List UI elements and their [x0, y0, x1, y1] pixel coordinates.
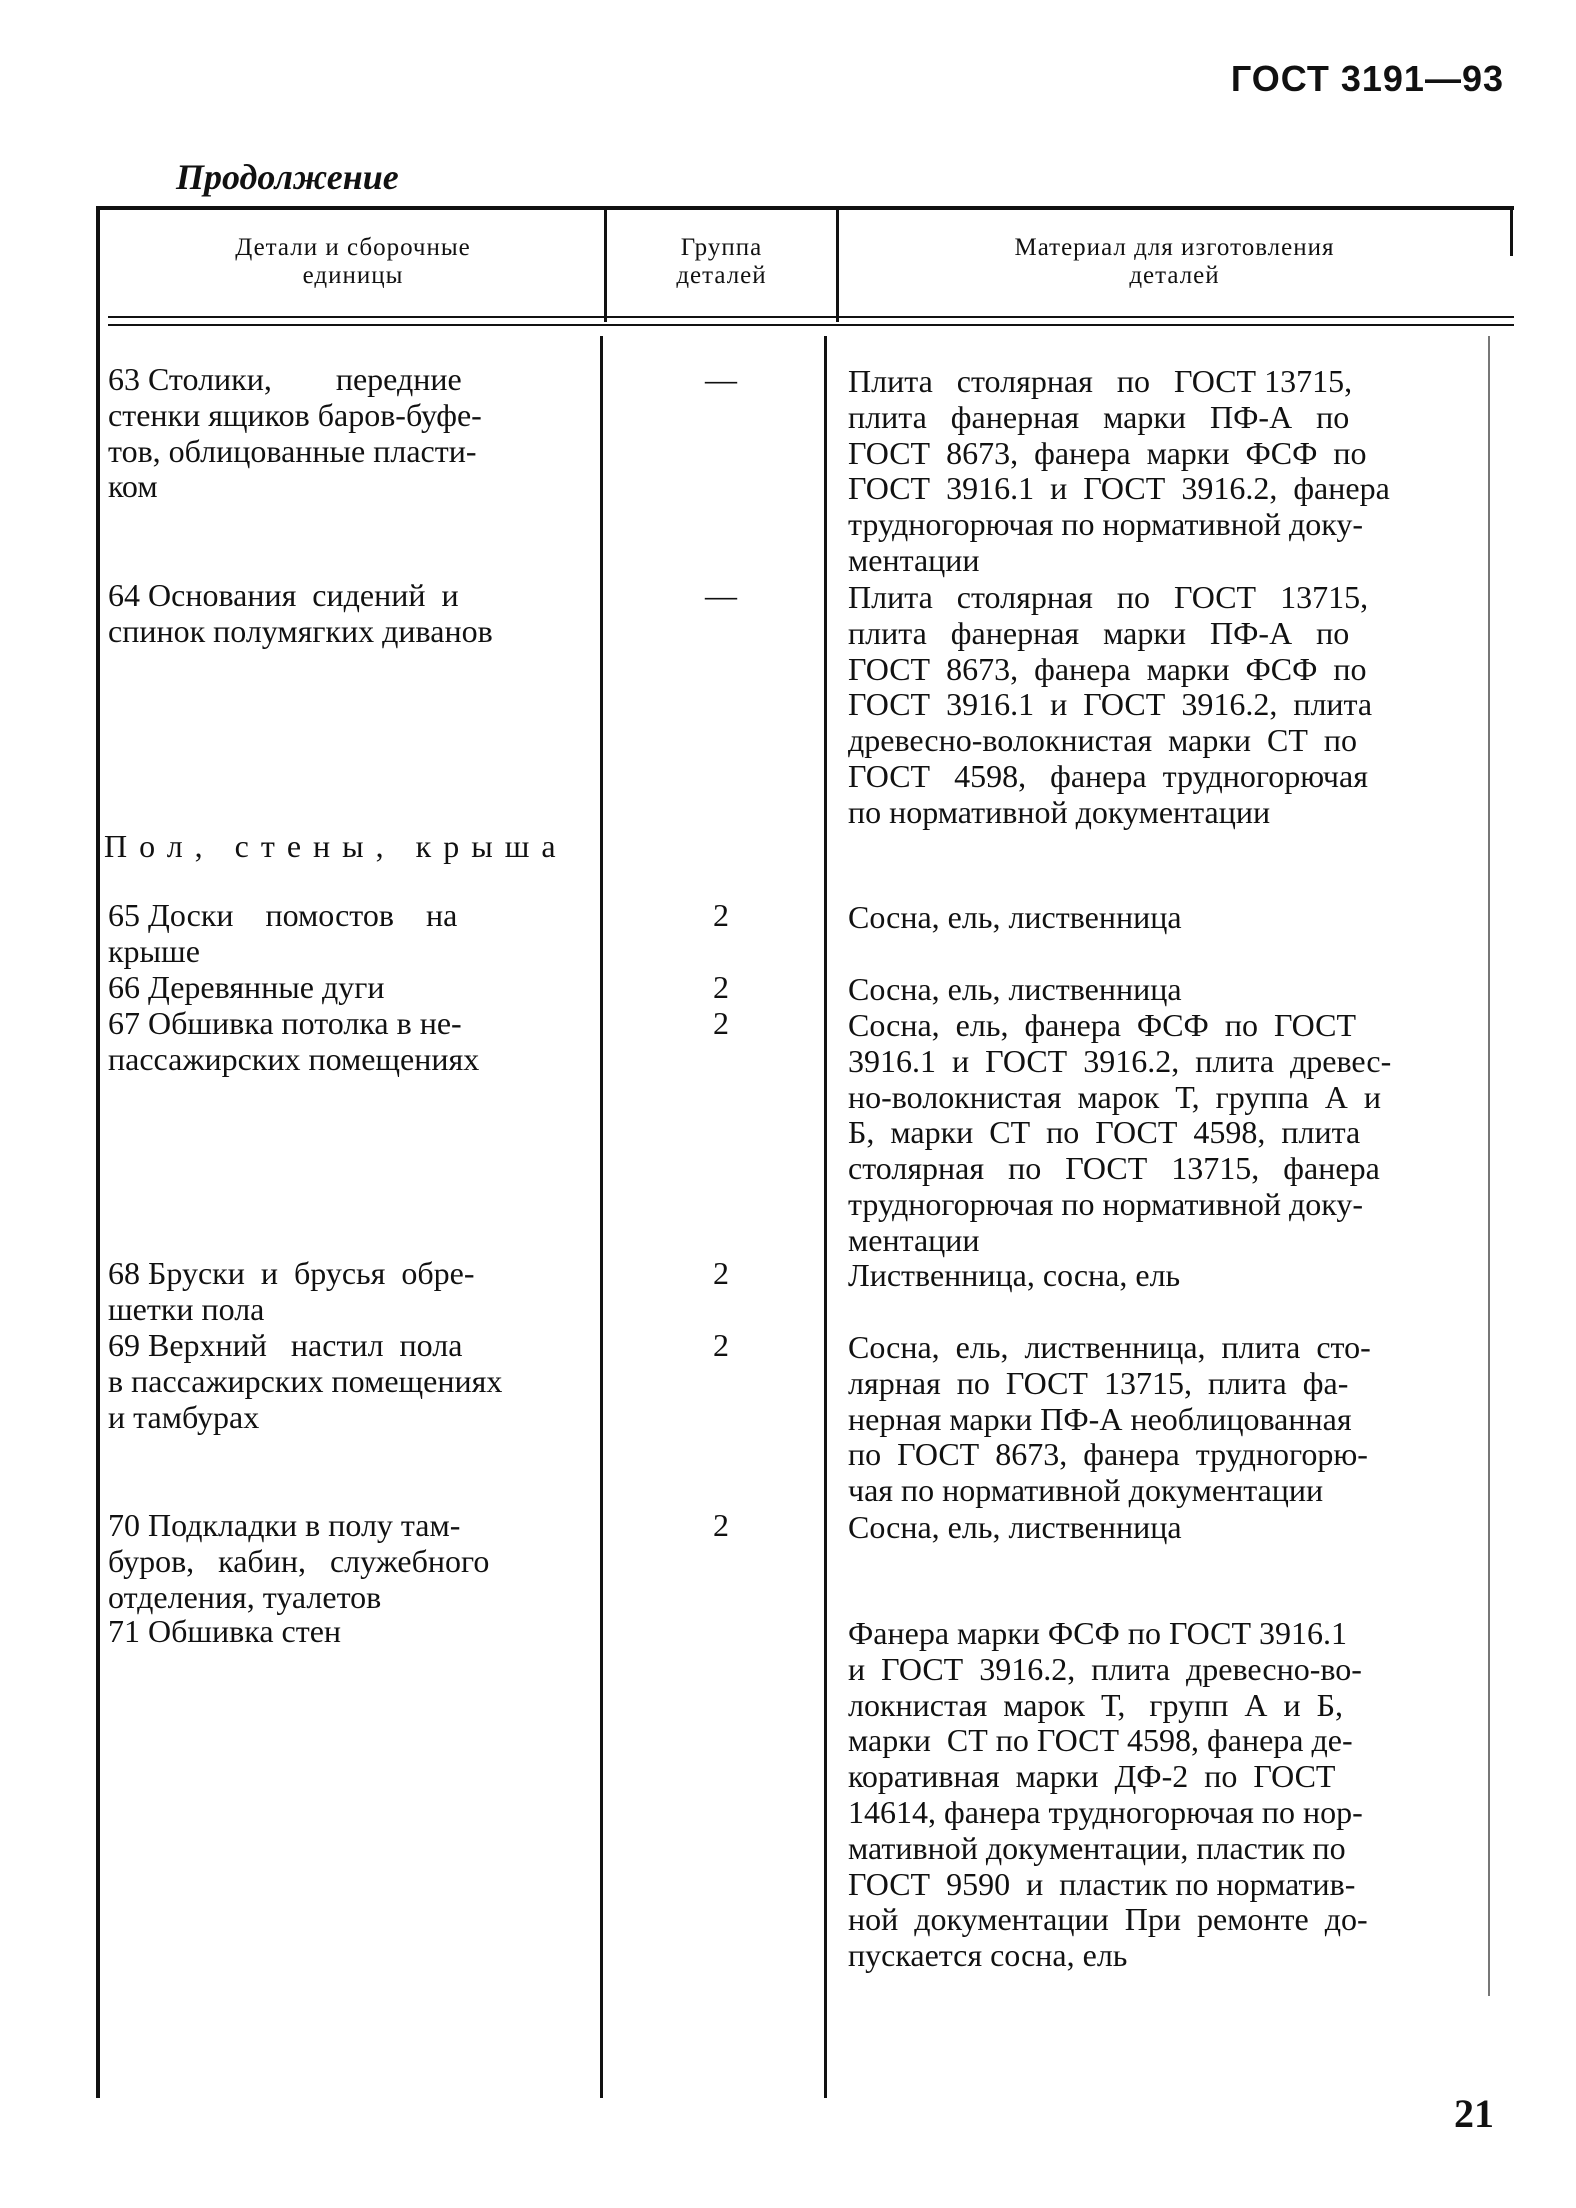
table-row-70-material: Сосна, ель, лиственница: [848, 1509, 1182, 1545]
table-row-69-material: Сосна, ель, лиственница, плита сто- лярная по ГОСТ 13715, плита фа- нерная марки ПФ-А необлицованная по ГОСТ 8673, фанера трудногорю- чая по нормативной документации: [848, 1329, 1371, 1509]
page-number: 21: [1454, 2091, 1494, 2136]
table-row-65-material: Сосна, ель, лиственница: [848, 899, 1182, 935]
table-row-70-group: 2: [713, 1507, 729, 1543]
column-divider-1-body: [600, 336, 603, 2098]
table-row-63-part: 63 Столики, передние стенки ящиков баров-буфе- тов, облицованные пласти- ком: [108, 361, 482, 505]
table-right-border-body: [1488, 336, 1490, 1996]
table-row-67-material: Сосна, ель, фанера ФСФ по ГОСТ 3916.1 и ГОСТ 3916.2, плита древес- но-волокнистая марок Т, группа А и Б, марки СТ по ГОСТ 4598, плита столярная по ГОСТ 13715, фанера трудногорючая по нормативной доку- ментации: [848, 1007, 1392, 1258]
table-row-65-group: 2: [713, 897, 729, 933]
table-row-69-part: 69 Верхний настил пола в пассажирских помещениях и тамбурах: [108, 1327, 503, 1435]
table-row-67-group: 2: [713, 1005, 729, 1041]
table-row-69-group: 2: [713, 1327, 729, 1363]
column-header-parts: Детали и сборочные единицы: [235, 234, 471, 289]
table-top-rule: [96, 206, 1514, 210]
header-bottom-rule-2: [108, 324, 1514, 326]
table-left-border: [96, 206, 100, 2098]
table-row-68-part: 68 Бруски и брусья обре- шетки пола: [108, 1255, 475, 1327]
table-row-68-material: Лиственница, сосна, ель: [848, 1257, 1181, 1293]
table-row-67-part: 67 Обшивка потолка в не- пассажирских помещениях: [108, 1005, 480, 1077]
table-row-66-material: Сосна, ель, лиственница: [848, 971, 1182, 1007]
table-row-71-part: 71 Обшивка стен: [108, 1613, 342, 1649]
table-row-70-part: 70 Подкладки в полу там- буров, кабин, служебного отделения, туалетов: [108, 1507, 490, 1615]
table-row-64-part: 64 Основания сидений и спинок полумягких диванов: [108, 577, 493, 649]
table-right-border: [1510, 210, 1513, 256]
standard-code: ГОСТ 3191—93: [1230, 58, 1504, 99]
table-row-63-group: —: [705, 361, 737, 397]
table-row-64-group: —: [705, 577, 737, 613]
column-header-group: Группа деталей: [676, 234, 767, 289]
table-row-65-part: 65 Доски помостов на крыше: [108, 897, 458, 969]
table-row-71-material: Фанера марки ФСФ по ГОСТ 3916.1 и ГОСТ 3916.2, плита древесно-во- локнистая марок Т, групп А и Б, марки СТ по ГОСТ 4598, фанера де- коративная марки ДФ-2 по ГОСТ 14614, фанера трудногорючая по нор- мативной документации, пластик по ГОСТ 9590 и пластик по норматив- ной документации При ремонте до- пускается сосна, ель: [848, 1615, 1368, 1974]
table-row-64-material: Плита столярная по ГОСТ 13715, плита фанерная марки ПФ-А по ГОСТ 8673, фанера марки ФСФ по ГОСТ 3916.1 и ГОСТ 3916.2, плита древесно-волокнистая марки СТ по ГОСТ 4598, фанера трудногорючая по нормативной документации: [848, 579, 1373, 830]
table-row-66-group: 2: [713, 969, 729, 1005]
table-row-66-part: 66 Деревянные дуги: [108, 969, 385, 1005]
continuation-label: Продолжение: [176, 157, 399, 197]
table-row-68-group: 2: [713, 1255, 729, 1291]
header-bottom-rule: [108, 316, 1514, 318]
section-title: Пол, стены, крыша: [104, 828, 568, 864]
table-row-63-material: Плита столярная по ГОСТ 13715, плита фанерная марки ПФ-А по ГОСТ 8673, фанера марки ФСФ по ГОСТ 3916.1 и ГОСТ 3916.2, фанера трудногорючая по нормативной доку- ментации: [848, 363, 1390, 578]
column-header-material: Материал для изготовления деталей: [1014, 234, 1335, 289]
